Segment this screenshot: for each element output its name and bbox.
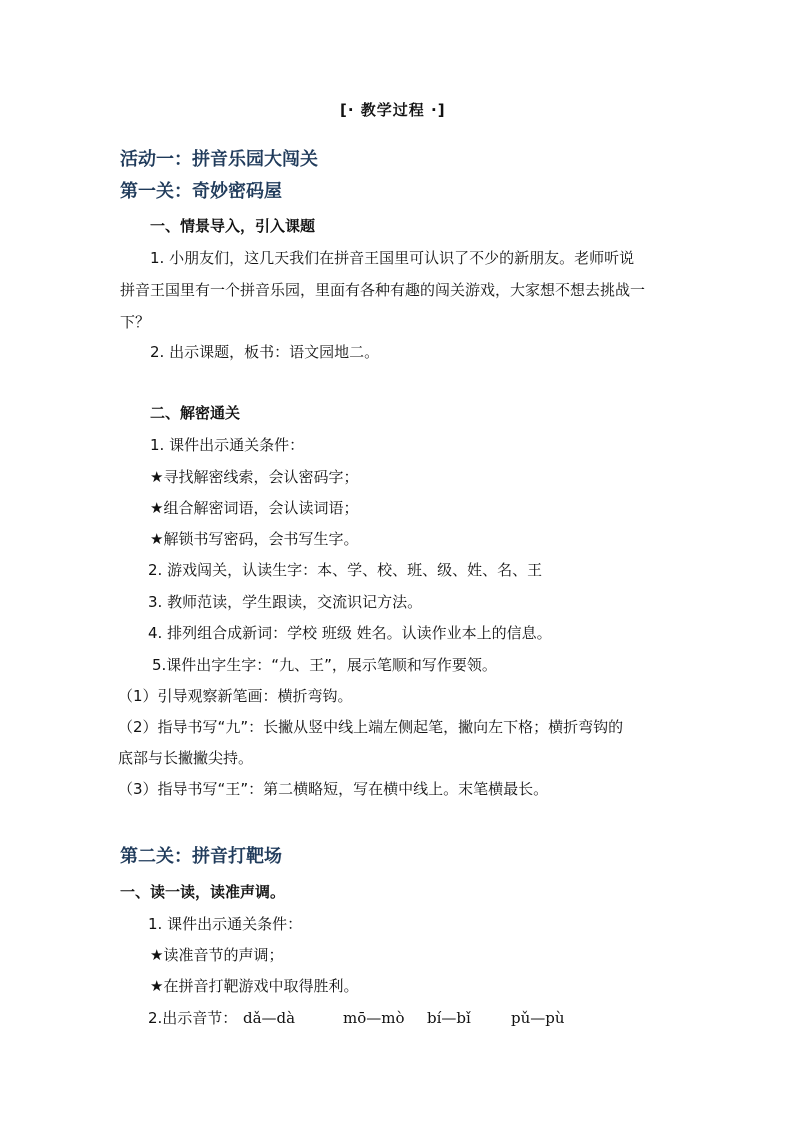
level-one-heading: 第一关：奇妙密码屋 [120,181,282,202]
list-item: 2. 游戏闯关，认读生字：本、学、校、班、级、姓、名、王 [148,561,543,579]
sub-item: （2）指导书写“九”：长撇从竖中线上端左侧起笔，撇向左下格；横折弯钩的 [118,718,624,736]
list-item: 4. 排列组合成新词：学校 班级 姓名。认读作业本上的信息。 [148,624,552,642]
list-item: 3. 教师范读，学生跟读，交流识记方法。 [148,593,423,611]
star-item: ★读准音节的声调； [150,946,284,964]
page-title: [· 教学过程 ·] [340,101,446,119]
star-item: ★组合解密词语，会认读词语； [150,499,359,517]
paragraph-line: 1. 小朋友们，这几天我们在拼音王国里可认识了不少的新朋友。老师听说 [150,249,635,267]
pinyin-pair: pǔ—pù [511,1009,565,1027]
star-item: ★在拼音打靶游戏中取得胜利。 [150,977,359,995]
paragraph-line: 下？ [120,313,151,331]
pinyin-label: 2.出示音节： [148,1009,238,1027]
sub-item: （1）引导观察新笔画：横折弯钩。 [118,687,353,705]
section-heading-intro: 一、情景导入，引入课题 [150,217,316,235]
section-heading-decode: 二、解密通关 [150,404,241,422]
list-item: 1. 课件出示通关条件： [150,436,305,454]
sub-item: （3）指导书写“王”：第二横略短，写在横中线上。末笔横最长。 [118,780,549,798]
star-item: ★寻找解密线索，会认密码字； [150,468,359,486]
paragraph-line: 拼音王国里有一个拼音乐园，里面有各种有趣的闯关游戏，大家想不想去挑战一 [120,281,646,299]
paragraph-line: 2. 出示课题，板书：语文园地二。 [150,343,380,361]
pinyin-pair: mō—mò [343,1009,405,1027]
list-item: 5.课件出字生字：“九、王”，展示笔顺和写作要领。 [152,656,497,674]
pinyin-pair: bí—bǐ [427,1009,471,1027]
activity-heading: 活动一：拼音乐园大闯关 [120,149,318,170]
pinyin-pair: dǎ—dà [243,1009,296,1027]
list-item: 1. 课件出示通关条件： [148,915,303,933]
sub-item: 底部与长撇撇尖持。 [118,749,254,767]
pinyin-row [148,1008,237,1028]
star-item: ★解锁书写密码，会书写生字。 [150,530,359,548]
level-two-heading: 第二关：拼音打靶场 [120,846,282,867]
section-heading-read: 一、读一读，读准声调。 [120,883,286,901]
